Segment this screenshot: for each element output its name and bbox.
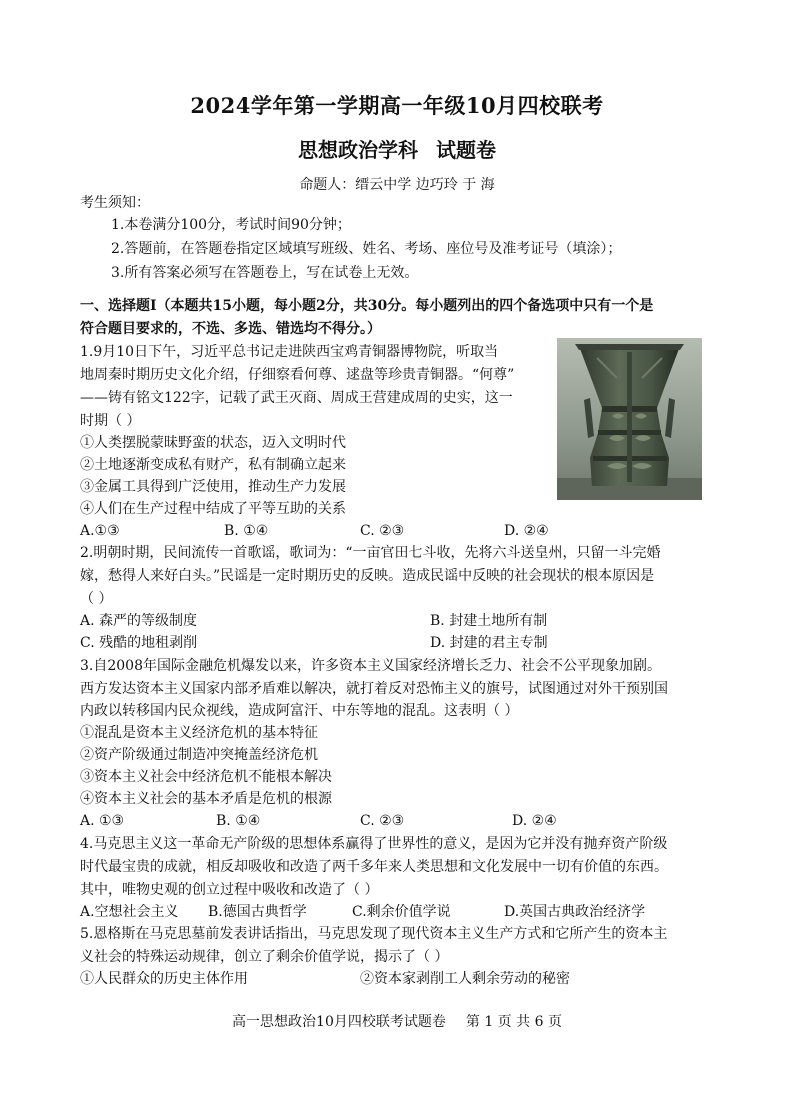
exam-title: 2024学年第一学期高一年级10月四校联考 (190, 93, 604, 118)
notice-item: 3.所有答案必须写在答题卷上，写在试卷上无效。 (111, 265, 419, 281)
q1-option-d: D. ②④ (504, 523, 549, 539)
subject-title (0, 134, 794, 163)
q3-option-a: A. ①③ (80, 813, 125, 829)
q3-statement: ③资本主义社会中经济危机不能根本解决 (80, 769, 332, 785)
q3-statement: ②资产阶级通过制造冲突掩盖经济危机 (80, 747, 318, 763)
q1-statement: ②土地逐渐变成私有财产，私有制确立起来 (80, 457, 346, 473)
q1-stem: ——铸有铭文122字，记载了武王灭商、周成王营建成周的史实，这一 (80, 390, 513, 406)
section-heading-cont: 符合题目要求的，不选、多选、错选均不得分。） (80, 321, 381, 337)
q5-stem: 义社会的特殊运动规律，创立了剩余价值学说，揭示了（ ） (80, 949, 449, 965)
q4-option-c: C.剩余价值学说 (352, 904, 451, 920)
q2-stem: 嫁，愁得人来好白头。”民谣是一定时期历史的反映。造成民谣中反映的社会现状的根本原因是 (80, 568, 655, 584)
q1-statement: ④人们在生产过程中结成了平等互助的关系 (80, 501, 346, 517)
page-number: 第 1 页 共 6 页 (465, 1014, 562, 1030)
q3-option-b: B. ①④ (216, 813, 261, 829)
q5-statement: ②资本家剥削工人剩余劳动的秘密 (360, 971, 570, 987)
section-heading: 一、选择题Ⅰ（本题共15小题，每小题2分，共30分。每小题列出的四个备选项中只有一个是 (80, 298, 654, 314)
q3-option-c: C. ②③ (360, 813, 405, 829)
q4-option-b: B.德国古典哲学 (208, 904, 307, 920)
q4-stem: 时代最宝贵的成就，相反却吸收和改造了两千多年来人类思想和文化发展中一切有价值的东西。 (80, 859, 668, 875)
q2-option-a: A. 森严的等级制度 (80, 613, 198, 629)
q1-stem: 1.9月10日下午，习近平总书记走进陕西宝鸡青铜器博物院，听取当 (80, 344, 499, 360)
q2-option-b: B. 封建土地所有制 (430, 613, 548, 629)
q5-statement: ①人民群众的历史主体作用 (80, 971, 248, 987)
q1-stem: 地周秦时期历史文化介绍，仔细察看何尊、逑盘等珍贵青铜器。“何尊” (80, 367, 515, 383)
q4-stem: 4.马克思主义这一革命无产阶级的思想体系赢得了世界性的意义，是因为它并没有抛弃资产阶级 (80, 836, 668, 852)
notice-item: 1.本卷满分100分，考试时间90分钟； (111, 217, 351, 233)
notice-item: 2.答题前，在答题卷指定区域填写班级、姓名、考场、座位号及准考证号（填涂）； (111, 241, 622, 257)
author-line: 命题人：缙云中学 边巧玲 于 海 (299, 177, 495, 193)
q2-stem: 2.明朝时期，民间流传一首歌谣，歌词为：“一亩官田七斗收，先将六斗送皇州，只留一斗完婚 (80, 545, 661, 561)
q1-statement: ①人类摆脱蒙昧野蛮的状态，迈入文明时代 (80, 435, 346, 451)
q1-stem: 时期（ ） (80, 413, 141, 429)
q3-stem: 西方发达资本主义国家内部矛盾难以解决，就打着反对恐怖主义的旗号，试图通过对外干预别国 (80, 681, 668, 697)
q2-option-c: C. 残酷的地租剥削 (80, 635, 198, 651)
q2-option-d: D. 封建的君主专制 (430, 635, 548, 651)
q3-statement: ①混乱是资本主义经济危机的基本特征 (80, 725, 318, 741)
footer-title: 高一思想政治10月四校联考试题卷 (232, 1014, 446, 1030)
subject-name: 思想政治学科 (298, 138, 418, 162)
q3-statement: ④资本主义社会的基本矛盾是危机的根源 (80, 791, 332, 807)
q3-option-d: D. ②④ (512, 813, 557, 829)
q5-stem: 5.恩格斯在马克思墓前发表讲话指出，马克思发现了现代资本主义生产方式和它所产生的资本主 (80, 926, 668, 942)
q3-stem: 内政以转移国内民众视线，造成阿富汗、中东等地的混乱。这表明（ ） (80, 703, 519, 719)
q1-option-a: A.①③ (80, 523, 120, 539)
q3-stem: 3.自2008年国际金融危机爆发以来，许多资本主义国家经济增长乏力、社会不公平现象加剧。 (80, 658, 661, 674)
paper-label: 试题卷 (436, 138, 496, 162)
q1-option-b: B. ①④ (224, 523, 269, 539)
page-footer (0, 1011, 794, 1031)
q2-stem: （ ） (80, 591, 113, 607)
q4-option-a: A.空想社会主义 (80, 904, 179, 920)
q1-statement: ③金属工具得到广泛使用，推动生产力发展 (80, 479, 346, 495)
notice-heading: 考生须知： (80, 195, 150, 211)
q4-option-d: D.英国古典政治经济学 (504, 904, 646, 920)
q1-option-c: C. ②③ (360, 523, 405, 539)
bronze-vessel-image (557, 338, 702, 500)
q4-stem: 其中，唯物史观的创立过程中吸收和改造了（ ） (80, 882, 379, 898)
